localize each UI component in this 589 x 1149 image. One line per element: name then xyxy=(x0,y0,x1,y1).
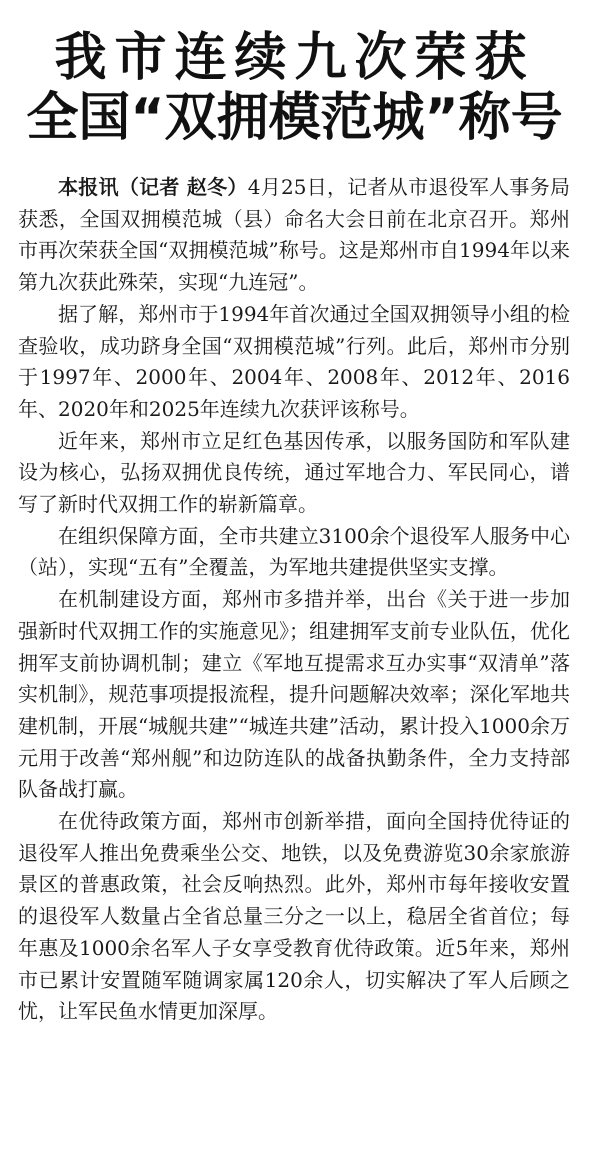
paragraph-3: 近年来，郑州市立足红色基因传承，以服务国防和军队建设为核心，弘扬双拥优良传统，通过军地合力、军民同心，谱写了新时代双拥工作的崭新篇章。 xyxy=(18,428,570,517)
paragraph-1 xyxy=(18,172,570,299)
paragraph-1-text: 4月25日，记者从市退役军人事务局获悉，全国双拥模范城（县）命名大会日前在北京召开。郑州市再次荣获全国“双拥模范城”称号。这是郑州市自1994年以来第九次获此殊荣，实现“九连冠”。 xyxy=(18,175,570,295)
paragraph-2: 据了解，郑州市于1994年首次通过全国双拥领导小组的检查验收，成功跻身全国“双拥模范城”行列。此后，郑州市分别于1997年、2000年、2004年、2008年、2012年、2016年、2020年和2025年连续九次获评该称号。 xyxy=(18,301,570,421)
headline-line-2: 全国“双拥模范城”称号 xyxy=(26,88,563,148)
paragraph-4: 在组织保障方面，全市共建立3100余个退役军人服务中心（站），实现“五有”全覆盖，为军地共建提供坚实支撑。 xyxy=(18,523,570,580)
paragraph-5: 在机制建设方面，郑州市多措并举，出台《关于进一步加强新时代双拥工作的实施意见》；组建拥军支前专业队伍，优化拥军支前协调机制；建立《军地互提需求互办实事“双清单”落实机制》，规范事项提报流程，提升问题解决效率；深化军地共建机制，开展“城舰共建”“城连共建”活动，累计投入1000余万元用于改善“郑州舰”和边防连队的战备执勤条件，全力支持部队备战打赢。 xyxy=(18,587,570,802)
paragraph-6: 在优待政策方面，郑州市创新举措，面向全国持优待证的退役军人推出免费乘坐公交、地铁，以及免费游览30余家旅游景区的普惠政策，社会反响热烈。此外，郑州市每年接收安置的退役军人数量占全省总量三分之一以上，稳居全省首位；每年惠及1000余名军人子女享受教育优待政策。近5年来，郑州市已累计安置随军随调家属120余人，切实解决了军人后顾之忧，让军民鱼水情更加深厚。 xyxy=(18,809,570,1024)
headline-line-1: 我市连续九次荣获 xyxy=(54,28,535,88)
dateline: 本报讯（记者 赵冬） xyxy=(58,175,248,199)
article-body xyxy=(18,172,570,1028)
